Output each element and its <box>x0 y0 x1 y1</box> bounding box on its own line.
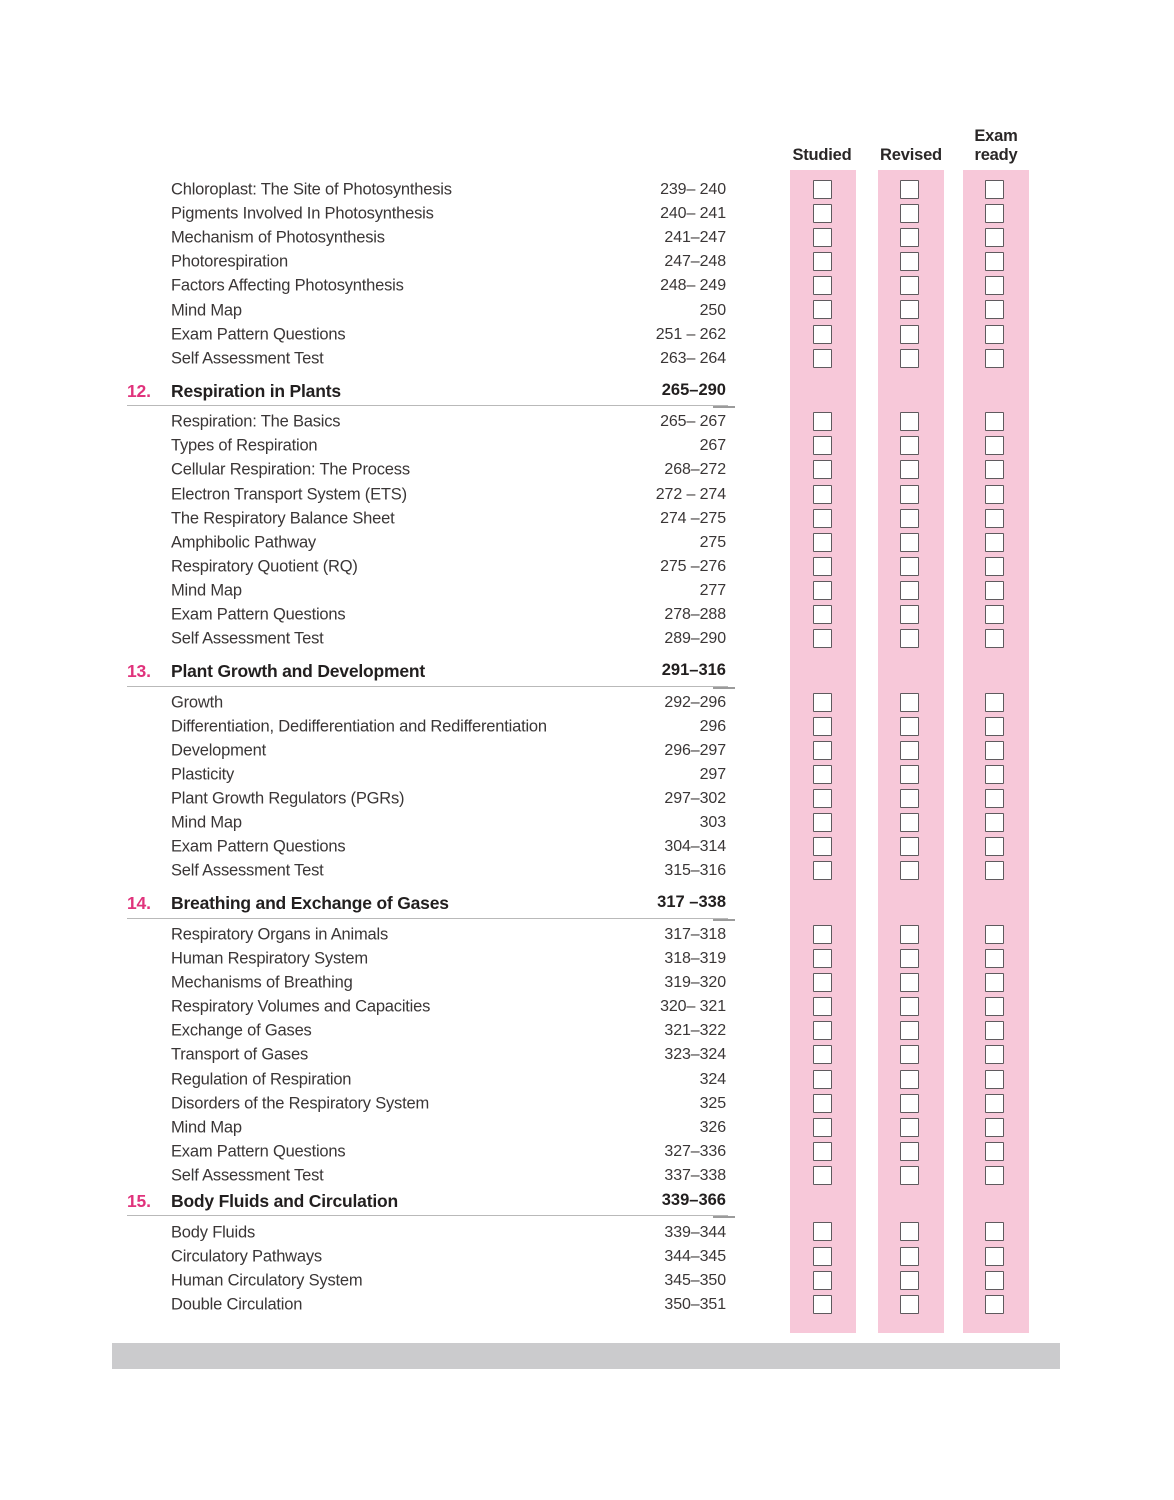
studied-checkbox[interactable] <box>813 509 832 528</box>
toc-row <box>0 298 1174 322</box>
studied-checkbox[interactable] <box>813 485 832 504</box>
heading-underline-tick <box>713 406 735 408</box>
revised-checkbox[interactable] <box>900 485 919 504</box>
revised-checkbox[interactable] <box>900 1142 919 1161</box>
exam-ready-checkbox[interactable] <box>985 1070 1004 1089</box>
topic-label: Exam Pattern Questions <box>171 837 346 856</box>
exam-ready-checkbox[interactable] <box>985 460 1004 479</box>
exam-ready-checkbox[interactable] <box>985 765 1004 784</box>
studied-checkbox[interactable] <box>813 581 832 600</box>
heading-underline-tick <box>713 1216 735 1218</box>
topic-label: The Respiratory Balance Sheet <box>171 509 395 528</box>
studied-checkbox[interactable] <box>813 1222 832 1241</box>
studied-checkbox[interactable] <box>813 276 832 295</box>
revised-checkbox[interactable] <box>900 1070 919 1089</box>
studied-checkbox[interactable] <box>813 1271 832 1290</box>
topic-pages: 326 <box>699 1118 726 1136</box>
toc-row <box>0 579 1174 603</box>
revised-checkbox[interactable] <box>900 276 919 295</box>
revised-checkbox[interactable] <box>900 925 919 944</box>
revised-checkbox[interactable] <box>900 1247 919 1266</box>
topic-pages: 323–324 <box>664 1046 726 1064</box>
topic-label: Mind Map <box>171 581 242 600</box>
studied-checkbox[interactable] <box>813 204 832 223</box>
exam-ready-checkbox[interactable] <box>985 949 1004 968</box>
topic-pages: 247–248 <box>664 253 726 271</box>
topic-label: Plasticity <box>171 765 235 784</box>
topic-pages: 265– 267 <box>660 413 726 431</box>
topic-pages: 296–297 <box>664 741 726 759</box>
topic-pages: 272 – 274 <box>655 485 726 503</box>
studied-checkbox[interactable] <box>813 1118 832 1137</box>
exam-ready-checkbox[interactable] <box>985 1021 1004 1040</box>
exam-ready-checkbox[interactable] <box>985 485 1004 504</box>
studied-checkbox[interactable] <box>813 436 832 455</box>
exam-ready-checkbox[interactable] <box>985 349 1004 368</box>
topic-pages: 325 <box>699 1094 726 1112</box>
topic-label: Exam Pattern Questions <box>171 1142 346 1161</box>
exam-ready-checkbox[interactable] <box>985 412 1004 431</box>
revised-checkbox[interactable] <box>900 557 919 576</box>
revised-checkbox[interactable] <box>900 412 919 431</box>
toc-row <box>0 859 1174 883</box>
toc-section <box>0 371 1174 651</box>
toc-row <box>0 923 1174 947</box>
toc-row <box>0 531 1174 555</box>
topic-label: Mind Map <box>171 1118 242 1137</box>
topic-pages: 289–290 <box>664 630 726 648</box>
studied-checkbox[interactable] <box>813 629 832 648</box>
revised-checkbox[interactable] <box>900 717 919 736</box>
toc-row <box>0 995 1174 1019</box>
toc-row <box>0 811 1174 835</box>
studied-checkbox[interactable] <box>813 973 832 992</box>
topic-label: Self Assessment Test <box>171 349 324 368</box>
topic-pages: 275 <box>699 533 726 551</box>
topic-pages: 268–272 <box>664 461 726 479</box>
studied-checkbox[interactable] <box>813 765 832 784</box>
revised-checkbox[interactable] <box>900 837 919 856</box>
chapter-title: Body Fluids and Circulation <box>171 1190 398 1211</box>
topic-label: Electron Transport System (ETS) <box>171 485 407 504</box>
topic-pages: 277 <box>699 581 726 599</box>
chapter-title: Respiration in Plants <box>171 380 341 401</box>
topic-pages: 344–345 <box>664 1247 726 1265</box>
studied-checkbox[interactable] <box>813 1070 832 1089</box>
chapter-pages: 265–290 <box>661 380 726 399</box>
exam-ready-checkbox[interactable] <box>985 741 1004 760</box>
column-header-exam-ready: Exam ready <box>974 127 1018 164</box>
topic-label: Self Assessment Test <box>171 1166 324 1185</box>
exam-ready-checkbox[interactable] <box>985 1045 1004 1064</box>
toc-row <box>0 347 1174 371</box>
chapter-heading <box>0 1181 1174 1221</box>
topic-label: Development <box>171 741 267 760</box>
revised-checkbox[interactable] <box>900 1295 919 1314</box>
chapter-heading <box>0 651 1174 691</box>
exam-ready-checkbox[interactable] <box>985 629 1004 648</box>
exam-ready-checkbox[interactable] <box>985 509 1004 528</box>
studied-checkbox[interactable] <box>813 1247 832 1266</box>
studied-checkbox[interactable] <box>813 861 832 880</box>
toc-row <box>0 1269 1174 1293</box>
studied-checkbox[interactable] <box>813 1295 832 1314</box>
topic-pages: 321–322 <box>664 1022 726 1040</box>
exam-ready-checkbox[interactable] <box>985 1222 1004 1241</box>
column-header-studied: Studied <box>792 145 852 164</box>
topic-label: Mechanism of Photosynthesis <box>171 228 385 247</box>
topic-pages: 337–338 <box>664 1166 726 1184</box>
revised-checkbox[interactable] <box>900 1118 919 1137</box>
footer-bar <box>112 1343 1060 1369</box>
studied-checkbox[interactable] <box>813 412 832 431</box>
revised-checkbox[interactable] <box>900 581 919 600</box>
revised-checkbox[interactable] <box>900 509 919 528</box>
toc-section <box>0 178 1174 371</box>
toc-row <box>0 1245 1174 1269</box>
toc-section <box>0 883 1174 1188</box>
studied-checkbox[interactable] <box>813 180 832 199</box>
studied-checkbox[interactable] <box>813 605 832 624</box>
studied-checkbox[interactable] <box>813 533 832 552</box>
topic-pages: 250 <box>699 301 726 319</box>
toc-row <box>0 763 1174 787</box>
studied-checkbox[interactable] <box>813 460 832 479</box>
topic-pages: 240– 241 <box>660 205 726 223</box>
topic-pages: 297 <box>699 766 726 784</box>
exam-ready-checkbox[interactable] <box>985 204 1004 223</box>
toc-row <box>0 1220 1174 1244</box>
exam-ready-checkbox[interactable] <box>985 325 1004 344</box>
toc-row <box>0 691 1174 715</box>
revised-checkbox[interactable] <box>900 605 919 624</box>
toc-section <box>0 651 1174 883</box>
exam-ready-checkbox[interactable] <box>985 997 1004 1016</box>
studied-checkbox[interactable] <box>813 717 832 736</box>
revised-checkbox[interactable] <box>900 252 919 271</box>
topic-label: Differentiation, Dedifferentiation and Redifferentiation <box>171 717 547 736</box>
exam-ready-checkbox[interactable] <box>985 557 1004 576</box>
exam-ready-checkbox[interactable] <box>985 813 1004 832</box>
studied-checkbox[interactable] <box>813 997 832 1016</box>
toc-row <box>0 603 1174 627</box>
studied-checkbox[interactable] <box>813 300 832 319</box>
exam-ready-checkbox[interactable] <box>985 605 1004 624</box>
topic-pages: 239– 240 <box>660 181 726 199</box>
heading-underline <box>127 686 728 687</box>
exam-ready-checkbox[interactable] <box>985 276 1004 295</box>
topic-label: Growth <box>171 693 223 712</box>
topic-label: Exam Pattern Questions <box>171 325 346 344</box>
chapter-number: 13. <box>127 661 151 682</box>
topic-pages: 296 <box>699 717 726 735</box>
topic-pages: 303 <box>699 814 726 832</box>
topic-pages: 345–350 <box>664 1271 726 1289</box>
column-header-revised: Revised <box>880 145 942 164</box>
topic-label: Mind Map <box>171 301 242 320</box>
topic-label: Regulation of Respiration <box>171 1070 352 1089</box>
studied-checkbox[interactable] <box>813 557 832 576</box>
topic-label: Mind Map <box>171 813 242 832</box>
toc-row <box>0 323 1174 347</box>
studied-checkbox[interactable] <box>813 1021 832 1040</box>
studied-checkbox[interactable] <box>813 789 832 808</box>
studied-checkbox[interactable] <box>813 741 832 760</box>
studied-checkbox[interactable] <box>813 1142 832 1161</box>
chapter-number: 15. <box>127 1190 151 1211</box>
toc-row <box>0 715 1174 739</box>
chapter-pages: 339–366 <box>661 1190 726 1209</box>
toc-row <box>0 971 1174 995</box>
topic-label: Disorders of the Respiratory System <box>171 1094 430 1113</box>
topic-label: Photorespiration <box>171 252 288 271</box>
topic-label: Self Assessment Test <box>171 861 324 880</box>
topic-label: Transport of Gases <box>171 1045 309 1064</box>
chapter-title: Plant Growth and Development <box>171 661 426 682</box>
topic-label: Exam Pattern Questions <box>171 605 346 624</box>
topic-pages: 241–247 <box>664 229 726 247</box>
studied-checkbox[interactable] <box>813 349 832 368</box>
topic-label: Pigments Involved In Photosynthesis <box>171 204 434 223</box>
studied-checkbox[interactable] <box>813 813 832 832</box>
toc-row <box>0 627 1174 651</box>
revised-checkbox[interactable] <box>900 228 919 247</box>
topic-pages: 339–344 <box>664 1223 726 1241</box>
chapter-pages: 291–316 <box>661 661 726 680</box>
revised-checkbox[interactable] <box>900 949 919 968</box>
toc-row <box>0 1068 1174 1092</box>
exam-ready-checkbox[interactable] <box>985 581 1004 600</box>
exam-ready-checkbox[interactable] <box>985 1094 1004 1113</box>
toc-row <box>0 1019 1174 1043</box>
chapter-number: 14. <box>127 893 151 914</box>
topic-pages: 267 <box>699 437 726 455</box>
topic-pages: 248– 249 <box>660 277 726 295</box>
studied-checkbox[interactable] <box>813 925 832 944</box>
revised-checkbox[interactable] <box>900 1271 919 1290</box>
toc-row <box>0 458 1174 482</box>
exam-ready-checkbox[interactable] <box>985 837 1004 856</box>
revised-checkbox[interactable] <box>900 436 919 455</box>
topic-label: Types of Respiration <box>171 436 318 455</box>
studied-checkbox[interactable] <box>813 949 832 968</box>
topic-pages: 278–288 <box>664 606 726 624</box>
toc-row <box>0 250 1174 274</box>
revised-checkbox[interactable] <box>900 693 919 712</box>
chapter-title: Breathing and Exchange of Gases <box>171 893 449 914</box>
topic-pages: 275 –276 <box>660 557 726 575</box>
exam-ready-checkbox[interactable] <box>985 180 1004 199</box>
studied-checkbox[interactable] <box>813 837 832 856</box>
revised-checkbox[interactable] <box>900 861 919 880</box>
toc-row <box>0 202 1174 226</box>
revised-checkbox[interactable] <box>900 765 919 784</box>
topic-label: Exchange of Gases <box>171 1021 312 1040</box>
topic-pages: 319–320 <box>664 974 726 992</box>
toc-row <box>0 739 1174 763</box>
chapter-heading <box>0 883 1174 923</box>
topic-label: Body Fluids <box>171 1223 256 1242</box>
exam-ready-checkbox[interactable] <box>985 1142 1004 1161</box>
toc-row <box>0 226 1174 250</box>
topic-label: Factors Affecting Photosynthesis <box>171 276 404 295</box>
exam-ready-checkbox[interactable] <box>985 925 1004 944</box>
exam-ready-checkbox[interactable] <box>985 228 1004 247</box>
studied-checkbox[interactable] <box>813 693 832 712</box>
chapter-pages: 317 –338 <box>657 893 726 912</box>
topic-pages: 274 –275 <box>660 509 726 527</box>
topic-label: Self Assessment Test <box>171 629 324 648</box>
toc-row <box>0 483 1174 507</box>
toc-row <box>0 507 1174 531</box>
topic-label: Human Circulatory System <box>171 1271 363 1290</box>
toc-list <box>0 178 1174 1317</box>
toc-row <box>0 1043 1174 1067</box>
topic-label: Plant Growth Regulators (PGRs) <box>171 789 405 808</box>
toc-row <box>0 434 1174 458</box>
topic-label: Respiratory Quotient (RQ) <box>171 557 358 576</box>
heading-underline-tick <box>713 919 735 921</box>
toc-row <box>0 835 1174 859</box>
toc-section <box>0 1181 1174 1317</box>
toc-row <box>0 1293 1174 1317</box>
revised-checkbox[interactable] <box>900 813 919 832</box>
studied-checkbox[interactable] <box>813 252 832 271</box>
topic-label: Cellular Respiration: The Process <box>171 460 410 479</box>
topic-label: Respiratory Organs in Animals <box>171 925 389 944</box>
topic-pages: 251 – 262 <box>655 325 726 343</box>
toc-row <box>0 274 1174 298</box>
exam-ready-checkbox[interactable] <box>985 436 1004 455</box>
topic-label: Respiratory Volumes and Capacities <box>171 997 431 1016</box>
toc-row <box>0 1116 1174 1140</box>
topic-pages: 327–336 <box>664 1142 726 1160</box>
heading-underline <box>127 918 728 919</box>
exam-ready-checkbox[interactable] <box>985 789 1004 808</box>
heading-underline-tick <box>713 687 735 689</box>
exam-ready-checkbox[interactable] <box>985 1295 1004 1314</box>
revised-checkbox[interactable] <box>900 180 919 199</box>
topic-pages: 350–351 <box>664 1295 726 1313</box>
topic-pages: 320– 321 <box>660 998 726 1016</box>
toc-row <box>0 1092 1174 1116</box>
revised-checkbox[interactable] <box>900 1094 919 1113</box>
topic-label: Amphibolic Pathway <box>171 533 316 552</box>
topic-label: Chloroplast: The Site of Photosynthesis <box>171 180 452 199</box>
revised-checkbox[interactable] <box>900 349 919 368</box>
revised-checkbox[interactable] <box>900 300 919 319</box>
exam-ready-checkbox[interactable] <box>985 300 1004 319</box>
studied-checkbox[interactable] <box>813 1094 832 1113</box>
topic-pages: 318–319 <box>664 950 726 968</box>
topic-label: Circulatory Pathways <box>171 1247 322 1266</box>
topic-pages: 317–318 <box>664 925 726 943</box>
toc-row <box>0 178 1174 202</box>
heading-underline <box>127 405 728 406</box>
topic-label: Double Circulation <box>171 1295 303 1314</box>
topic-pages: 297–302 <box>664 790 726 808</box>
revised-checkbox[interactable] <box>900 997 919 1016</box>
exam-ready-checkbox[interactable] <box>985 252 1004 271</box>
revised-checkbox[interactable] <box>900 741 919 760</box>
revised-checkbox[interactable] <box>900 204 919 223</box>
exam-ready-checkbox[interactable] <box>985 1271 1004 1290</box>
toc-row <box>0 787 1174 811</box>
revised-checkbox[interactable] <box>900 460 919 479</box>
exam-ready-checkbox[interactable] <box>985 533 1004 552</box>
topic-pages: 324 <box>699 1070 726 1088</box>
exam-ready-checkbox[interactable] <box>985 693 1004 712</box>
revised-checkbox[interactable] <box>900 325 919 344</box>
revised-checkbox[interactable] <box>900 789 919 808</box>
studied-checkbox[interactable] <box>813 228 832 247</box>
revised-checkbox[interactable] <box>900 533 919 552</box>
topic-pages: 315–316 <box>664 862 726 880</box>
topic-label: Human Respiratory System <box>171 949 368 968</box>
revised-checkbox[interactable] <box>900 973 919 992</box>
studied-checkbox[interactable] <box>813 1045 832 1064</box>
exam-ready-checkbox[interactable] <box>985 717 1004 736</box>
topic-pages: 292–296 <box>664 693 726 711</box>
exam-ready-checkbox[interactable] <box>985 973 1004 992</box>
revised-checkbox[interactable] <box>900 1222 919 1241</box>
exam-ready-checkbox[interactable] <box>985 861 1004 880</box>
topic-label: Respiration: The Basics <box>171 412 341 431</box>
toc-row <box>0 947 1174 971</box>
chapter-heading <box>0 371 1174 411</box>
chapter-number: 12. <box>127 380 151 401</box>
exam-ready-checkbox[interactable] <box>985 1247 1004 1266</box>
topic-pages: 304–314 <box>664 838 726 856</box>
revised-checkbox[interactable] <box>900 1021 919 1040</box>
revised-checkbox[interactable] <box>900 1045 919 1064</box>
revised-checkbox[interactable] <box>900 629 919 648</box>
toc-row <box>0 1140 1174 1164</box>
toc-row <box>0 410 1174 434</box>
topic-pages: 263– 264 <box>660 349 726 367</box>
toc-row <box>0 555 1174 579</box>
exam-ready-checkbox[interactable] <box>985 1118 1004 1137</box>
heading-underline <box>127 1215 728 1216</box>
studied-checkbox[interactable] <box>813 325 832 344</box>
topic-label: Mechanisms of Breathing <box>171 973 353 992</box>
